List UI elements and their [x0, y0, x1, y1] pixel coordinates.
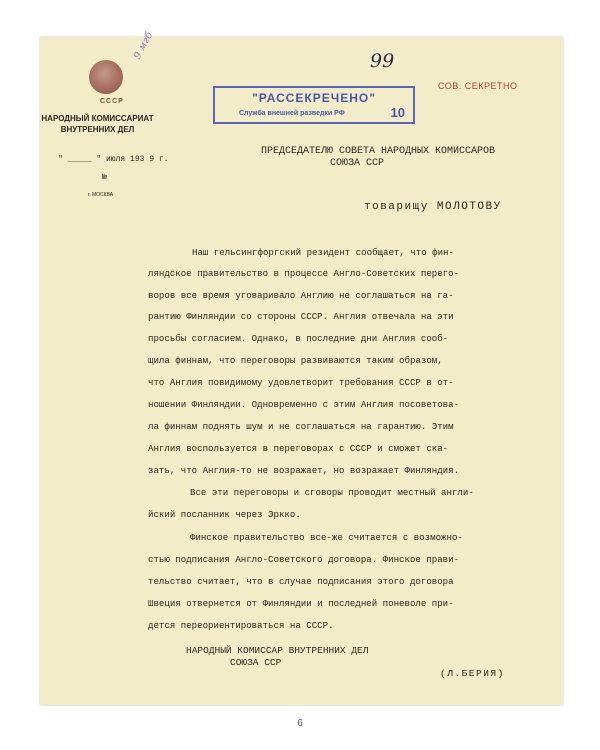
body-line: воров все время уговаривало Англию не соглашаться на га-	[148, 290, 454, 301]
archive-number: 99	[370, 50, 395, 72]
addressee-line-2: СОЮЗА ССР	[330, 158, 385, 169]
org-heading	[40, 113, 155, 135]
body-line: ляндское правительство в процессе Англо-Советских перего-	[148, 268, 460, 279]
org-line-1: НАРОДНЫЙ КОМИССАРИАТ	[41, 114, 154, 123]
body-line: ношении Финляндии. Одновременно с этим Англия посоветова-	[148, 399, 460, 410]
body-line: йский посланник через Эркко.	[148, 509, 301, 520]
body-line: просьбы согласием. Однако, в последние дни Англия сооб-	[148, 333, 449, 344]
page-number: 6	[297, 718, 303, 729]
body-line: ла финнам поднять шум и не соглашаться на гарантию. Этим	[148, 421, 454, 432]
body-line: Все эти переговоры и сговоры проводит местный англи-	[190, 487, 474, 498]
body-line: Англия воспользуется в переговорах с СССР и сможет ска-	[148, 443, 449, 454]
document-number: №	[102, 173, 107, 182]
emblem-label: СССР	[100, 98, 124, 105]
org-line-2: ВНУТРЕННИХ ДЕЛ	[60, 125, 135, 134]
body-line: щила финнам, что переговоры развиваются таким образом,	[148, 355, 443, 366]
stamp-title: "РАССЕКРЕЧЕНО"	[252, 91, 376, 105]
declassified-stamp	[213, 86, 415, 124]
ussr-emblem-icon	[89, 60, 123, 94]
stamp-subtitle: Служба внешней разведки РФ	[239, 110, 345, 117]
body-line: зать, что Англия-то не возражает, но возражает Финляндия.	[148, 465, 460, 476]
signature-name: (Л.БЕРИЯ)	[440, 668, 505, 679]
body-line: дется переориентироваться на СССР.	[148, 620, 334, 631]
signature-title-2: СОЮЗА ССР	[230, 657, 282, 668]
body-line: тельство считает, что в случае подписания этого договора	[148, 576, 454, 587]
addressee-line-1: ПРЕДСЕДАТЕЛЮ СОВЕТА НАРОДНЫХ КОМИССАРОВ	[261, 146, 496, 157]
document-city: г. МОСКВА	[88, 192, 114, 198]
body-line: что Англия повидимому удовлетворит требования СССР в от-	[148, 377, 454, 388]
addressee-line-3: товарищу МОЛОТОВУ	[364, 201, 502, 213]
handwritten-note: 9 мгб	[132, 30, 156, 62]
stamp-number: 10	[390, 105, 405, 120]
classification-label: СОВ. СЕКРЕТНО	[438, 81, 518, 91]
signature-title-1: НАРОДНЫЙ КОМИССАР ВНУТРЕННИХ ДЕЛ	[186, 645, 369, 656]
body-line: рантию Финляндии со стороны СССР. Англия отвечала на эти	[148, 311, 454, 322]
document-date: " _____ " июля 193 9 г.	[58, 155, 169, 164]
body-line: Наш гельсингфоргский резидент сообщает, что фин-	[192, 247, 454, 258]
body-line: стью подписания Англо-Советского договора. Финское прави-	[148, 554, 460, 565]
body-line: Финское правительство все-же считается с возможно-	[190, 532, 463, 543]
body-line: Швеция отвернется от Финляндии и последней поневоле при-	[148, 598, 454, 609]
